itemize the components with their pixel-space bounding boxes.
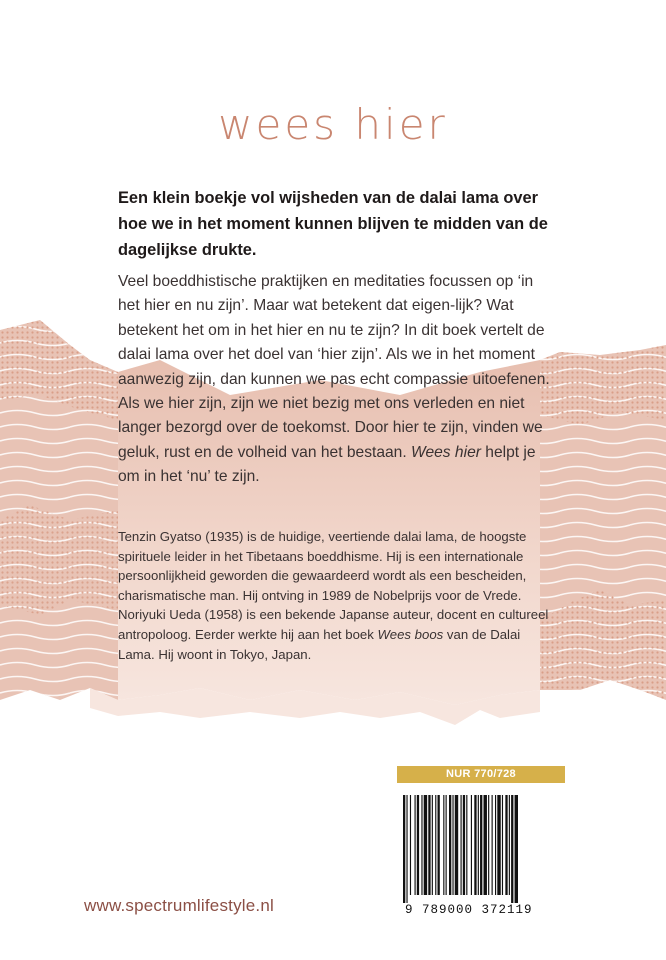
bio-ueda-part-1: Noriyuki Ueda (1958) is een bekende Japanse auteur, docent en cultureel antropoloog. Eerder werkte hij aan het boek: [118, 607, 549, 642]
barcode-bar: [495, 795, 496, 895]
barcode-bar: [438, 795, 440, 895]
nur-code-label: NUR 770/728: [397, 766, 565, 783]
description-title-italic: Wees hier: [411, 443, 481, 461]
author-bio: [118, 527, 558, 664]
barcode-bar: [432, 795, 433, 895]
barcode-bar: [488, 795, 489, 895]
publisher-url[interactable]: www.spectrumlifestyle.nl: [84, 896, 274, 915]
barcode-bar: [410, 795, 411, 895]
barcode-bar: [471, 795, 472, 895]
barcode-bar: [403, 795, 405, 903]
barcode-bar: [417, 795, 419, 895]
barcode-bar: [502, 795, 503, 895]
barcode-bar: [428, 795, 430, 895]
barcode: [397, 795, 565, 925]
barcode-bar: [421, 795, 422, 895]
intro-text: Een klein boekje vol wijsheden van de dalai lama over hoe we in het moment kunnen blijven te midden van de dagelijkse drukte.: [118, 189, 548, 259]
barcode-bar: [406, 795, 407, 903]
barcode-bar: [443, 795, 444, 895]
barcode-bar: [435, 795, 436, 895]
barcode-bar: [492, 795, 493, 895]
isbn-number: 9 789000 372119: [405, 903, 533, 917]
barcode-bar: [497, 795, 500, 895]
barcode-bar: [480, 795, 482, 895]
book-title: wees hier: [218, 100, 448, 149]
barcode-bar: [474, 795, 476, 895]
bio-dalai-lama: Tenzin Gyatso (1935) is de huidige, veertiende dalai lama, de hoogste spirituele leider in het Tibetaans boeddhisme. Hij is een internationale persoonlijkheid geworden die gewaardeerd wordt als een bescheiden, charismatische man. Hij ontving in 1989 de Nobelprijs voor de Vrede.: [118, 529, 527, 603]
left-dots-low: [0, 505, 118, 615]
barcode-bar: [511, 795, 513, 903]
barcode-bars: [399, 795, 563, 905]
description-part-1: Veel boeddhistische praktijken en meditaties focussen op ‘in het hier en nu zijn’. Maar wat betekent dat eigen-lijk? Wat betekent het om in het hier en nu te zijn? In dit boek vertelt de dalai lama over het doel van ‘hier zijn’. Als we in het moment aanwezig zijn, dan kunnen we pas echt compassie uitoefenen. Als we hier zijn, zijn we niet bezig met ons verleden en niet langer bezorgd over de toekomst. Door hier te zijn, vinden we geluk, rust en de volheid van het bestaan.: [118, 273, 550, 461]
barcode-bar: [484, 795, 487, 895]
description-text: [118, 270, 558, 490]
barcode-bar: [449, 795, 451, 895]
barcode-bar: [461, 795, 462, 895]
barcode-bar: [505, 795, 507, 895]
barcode-bar: [515, 795, 518, 903]
barcode-bar: [446, 795, 447, 895]
barcode-bar: [466, 795, 467, 895]
right-dots-top: [540, 345, 666, 425]
barcode-bar: [509, 795, 510, 895]
barcode-bar: [463, 795, 465, 895]
barcode-bar: [478, 795, 479, 895]
bio-ueda-book-title: Wees boos: [377, 626, 444, 642]
barcode-bar: [424, 795, 427, 895]
barcode-bar: [452, 795, 453, 895]
bio-ueda-part-2: van de Dalai Lama. Hij woont in Tokyo, Japan.: [118, 626, 521, 662]
description-part-2: helpt je om in het ‘nu’ te zijn.: [118, 443, 536, 486]
barcode-bar: [455, 795, 458, 895]
barcode-bar: [415, 795, 416, 895]
